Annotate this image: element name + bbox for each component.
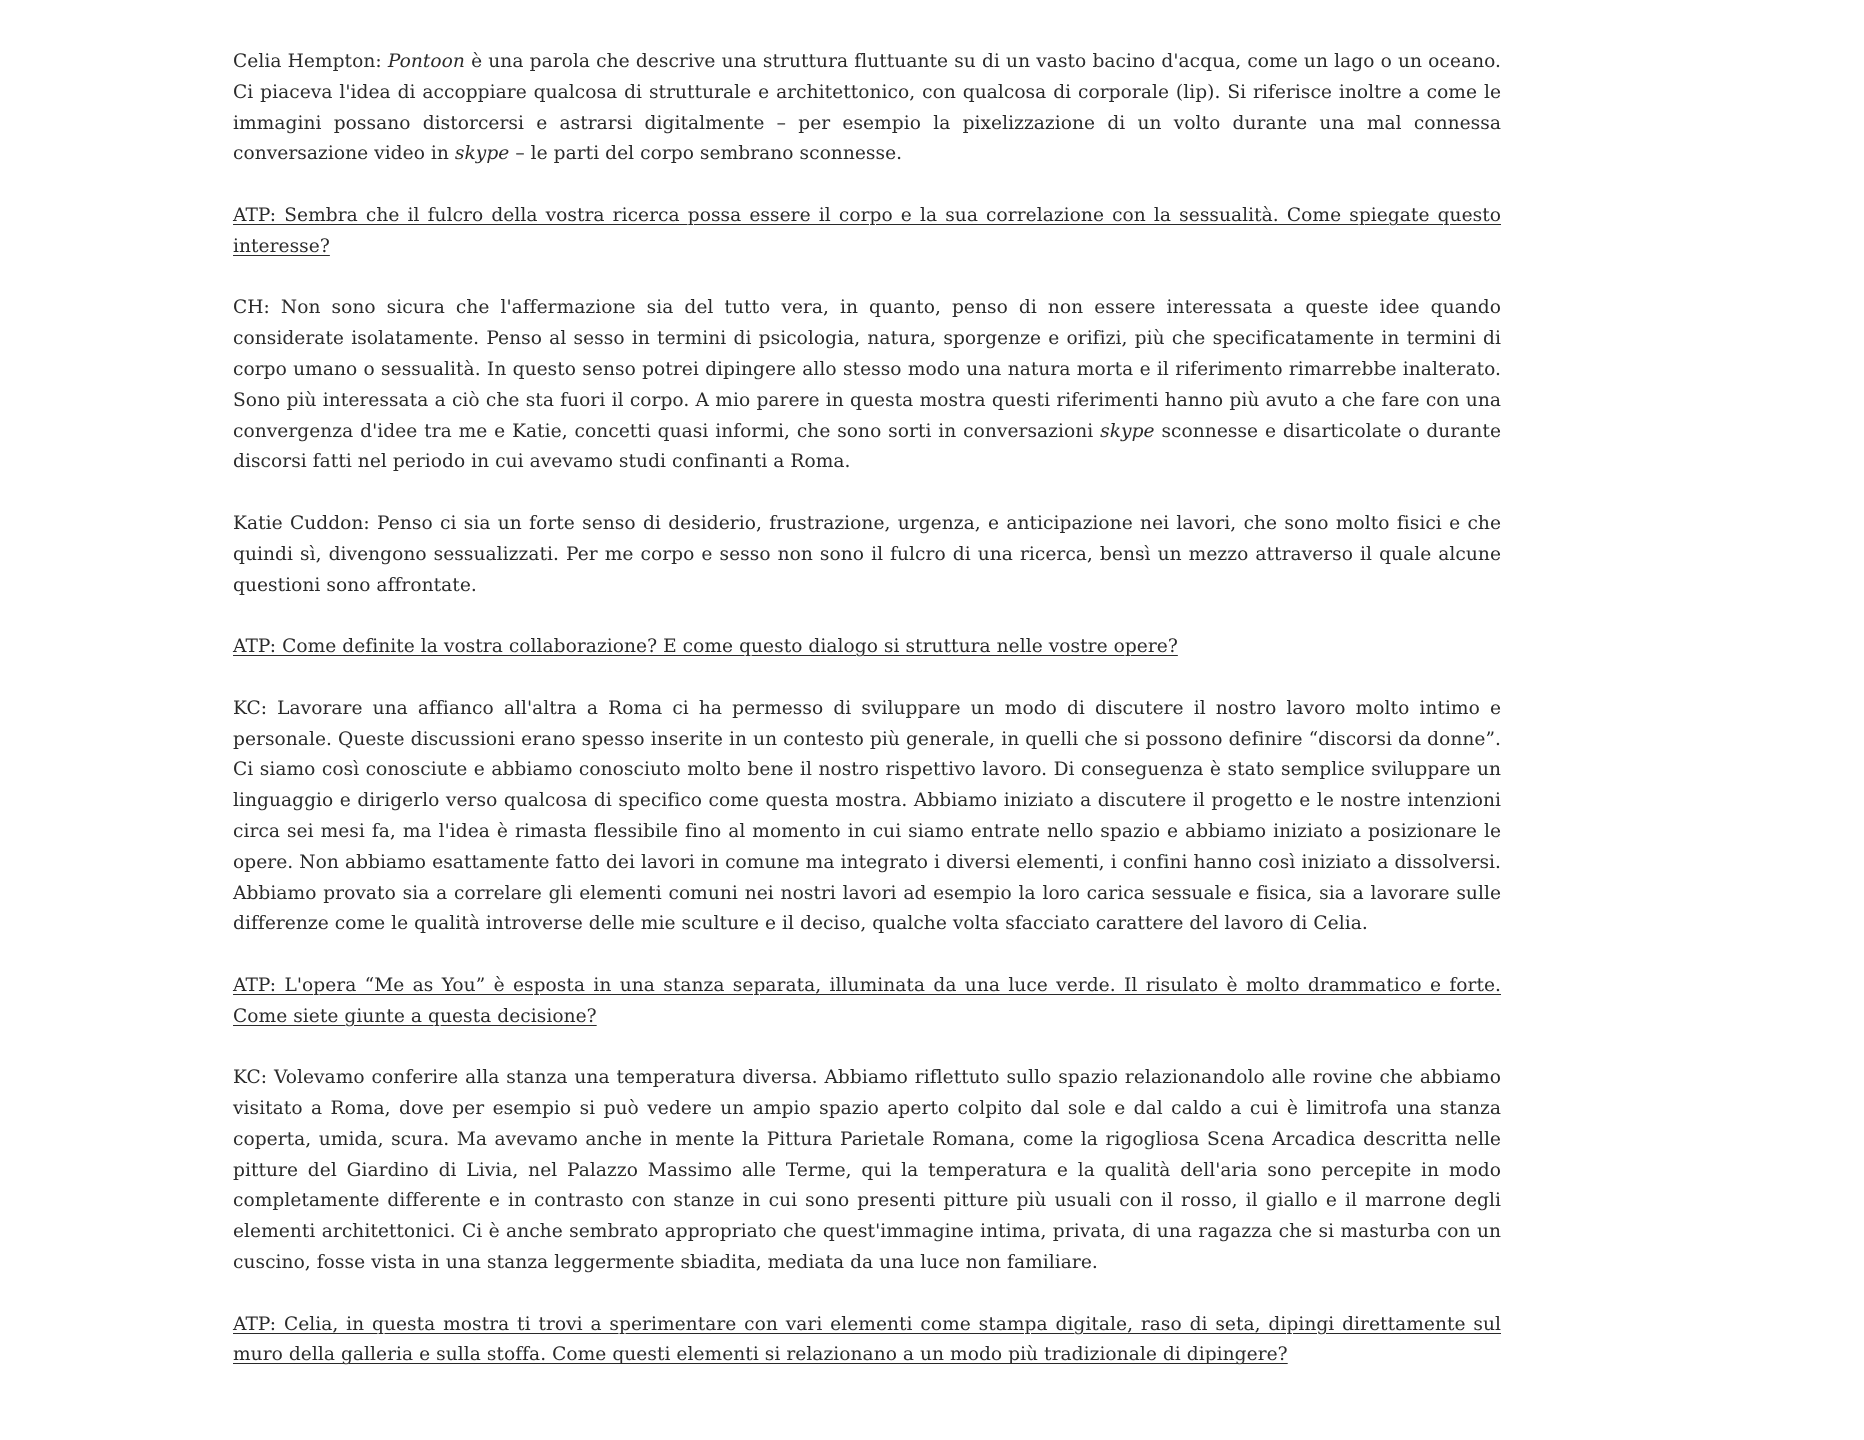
text-run: Katie Cuddon: Penso ci sia un forte senso di desiderio, frustrazione, urgenza, e anticipazione nei lavori, che sono molto fisici e che quindi sì, divengono sessualizzati. Per me corpo e sesso non sono il fulcro di una ricerca, bensì un mezzo attraverso il quale alcune questioni sono affrontate. <box>233 512 1501 596</box>
text-run: sconnesse e disarticolate o durante discorsi fatti nel periodo in cui avevamo studi confinanti a Roma. <box>233 420 1501 473</box>
answer-paragraph <box>233 47 1501 170</box>
document-body <box>233 47 1501 1402</box>
question-paragraph <box>233 201 1501 263</box>
question-paragraph <box>233 1310 1501 1372</box>
question-text: ATP: Sembra che il fulcro della vostra ricerca possa essere il corpo e la sua correlazione con la sessualità. Come spiegate questo interesse? <box>233 204 1501 257</box>
question-paragraph <box>233 971 1501 1033</box>
answer-paragraph <box>233 1063 1501 1279</box>
italic-term: skype <box>1100 420 1155 442</box>
text-run: Celia Hempton: <box>233 51 388 72</box>
text-run: KC: Lavorare una affianco all'altra a Roma ci ha permesso di sviluppare un modo di discutere il nostro lavoro molto intimo e personale. Queste discussioni erano spesso inserite in un contesto più generale, in quelli che si possono definire “discorsi da donne”. Ci siamo così conosciute e abbiamo conosciuto molto bene il nostro rispettivo lavoro. Di conseguenza è stato semplice sviluppare un linguaggio e dirigerlo verso qualcosa di specifico come questa mostra. Abbiamo iniziato a discutere il progetto e le nostre intenzioni circa sei mesi fa, ma l'idea è rimasta flessibile fino al momento in cui siamo entrate nello spazio e abbiamo iniziato a posizionare le opere. Non abbiamo esattamente fatto dei lavori in comune ma integrato i diversi elementi, i confini hanno così iniziato a dissolversi. Abbiamo provato sia a correlare gli elementi comuni nei nostri lavori ad esempio la loro carica sessuale e fisica, sia a lavorare sulle differenze come le qualità introverse delle mie sculture e il deciso, qualche volta sfacciato carattere del lavoro di Celia. <box>233 697 1501 935</box>
question-text: ATP: L'opera “Me as You” è esposta in una stanza separata, illuminata da una luce verde. Il risulato è molto drammatico e forte. Come siete giunte a questa decisione? <box>233 974 1501 1027</box>
question-text: ATP: Come definite la vostra collaborazione? E come questo dialogo si struttura nelle vostre opere? <box>233 636 1178 658</box>
answer-paragraph <box>233 694 1501 940</box>
italic-term: skype <box>454 143 510 165</box>
text-run: KC: Volevamo conferire alla stanza una temperatura diversa. Abbiamo riflettuto sullo spazio relazionandolo alle rovine che abbiamo visitato a Roma, dove per esempio si può vedere un ampio spazio aperto colpito dal sole e dal caldo a cui è limitrofa una stanza coperta, umida, scura. Ma avevamo anche in mente la Pittura Parietale Romana, come la rigogliosa Scena Arcadica descritta nelle pitture del Giardino di Livia, nel Palazzo Massimo alle Terme, qui la temperatura e la qualità dell'aria sono percepite in modo completamente differente e in contrasto con stanze in cui sono presenti pitture più usuali con il rosso, il giallo e il marrone degli elementi architettonici. Ci è anche sembrato appropriato che quest'immagine intima, privata, di una ragazza che si masturba con un cuscino, fosse vista in una stanza leggermente sbiadita, mediata da una luce non familiare. <box>233 1067 1501 1274</box>
text-run: CH: Non sono sicura che l'affermazione sia del tutto vera, in quanto, penso di non essere interessata a queste idee quando considerate isolatamente. Penso al sesso in termini di psicologia, natura, sporgenze e orifizi, più che specificatamente in termini di corpo umano o sessualità. In questo senso potrei dipingere allo stesso modo una natura morta e il riferimento rimarrebbe inalterato. Sono più interessata a ciò che sta fuori il corpo. A mio parere in questa mostra questi riferimenti hanno più avuto a che fare con una convergenza d'idee tra me e Katie, concetti quasi informi, che sono sorti in conversazioni <box>233 297 1501 442</box>
text-run: – le parti del corpo sembrano sconnesse. <box>509 143 903 165</box>
question-text: ATP: Celia, in questa mostra ti trovi a sperimentare con vari elementi come stampa digitale, raso di seta, dipingi direttamente sul muro della galleria e sulla stoffa. Come questi elementi si relazionano a un modo più tradizionale di dipingere? <box>233 1313 1501 1366</box>
answer-paragraph <box>233 293 1501 478</box>
answer-paragraph <box>233 509 1501 601</box>
text-run: è una parola che descrive una struttura fluttuante su di un vasto bacino d'acqua, come un lago o un oceano. Ci piaceva l'idea di accoppiare qualcosa di strutturale e architettonico, con qualcosa di corporale (lip). Si riferisce inoltre a come le immagini possano distorcersi e astrarsi digitalmente – per esempio la pixelizzazione di un volto durante una mal connessa conversazione video in <box>233 51 1501 165</box>
question-paragraph <box>233 632 1501 663</box>
italic-term: Pontoon <box>387 51 465 72</box>
